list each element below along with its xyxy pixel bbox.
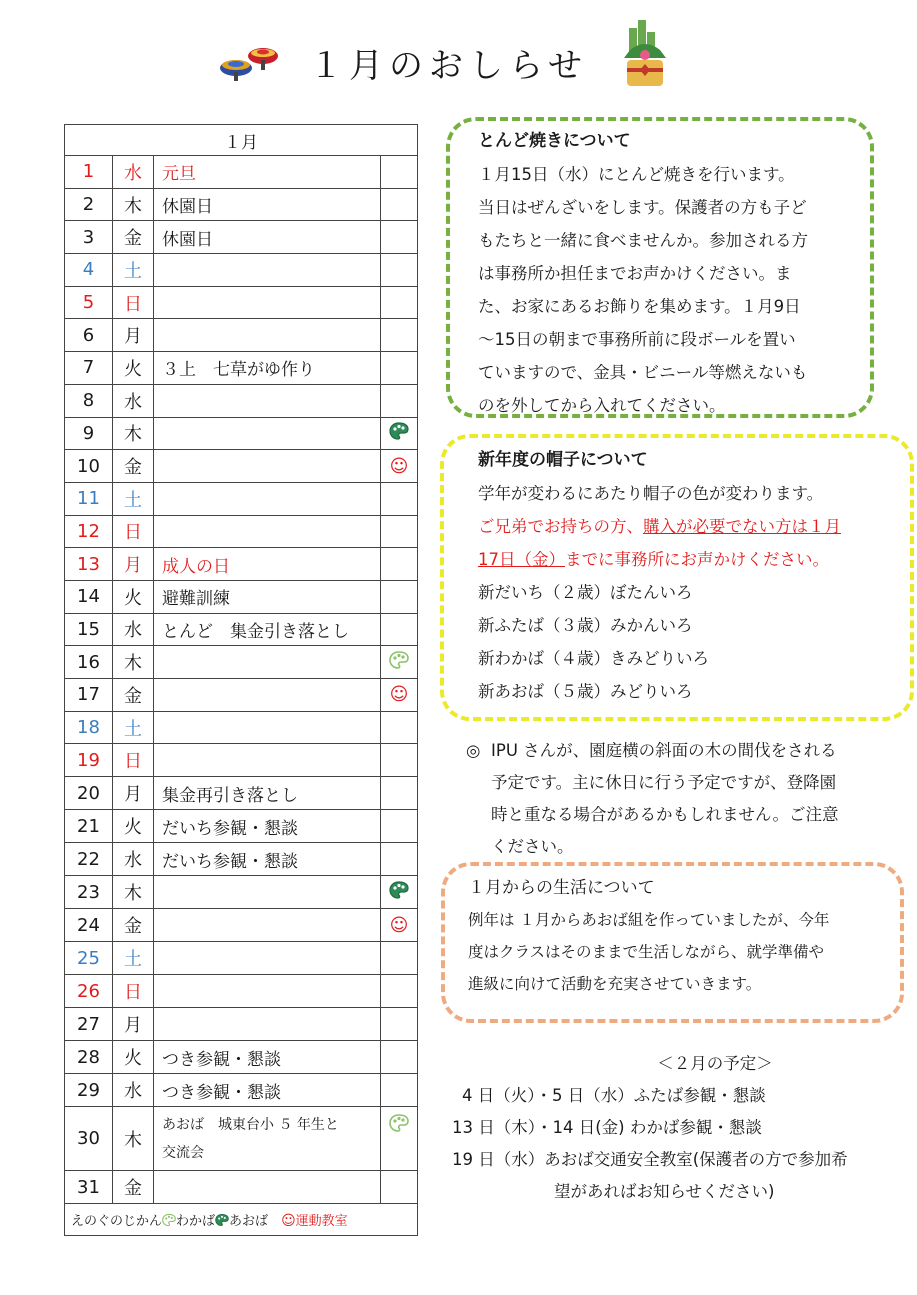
calendar-event (154, 450, 381, 483)
calendar-weekday: 月 (113, 1008, 154, 1041)
calendar-header: １月 (65, 125, 418, 156)
calendar-event (154, 679, 381, 712)
calendar-day-number: 5 (65, 286, 113, 319)
calendar-event (154, 482, 381, 515)
calendar-event: 集金再引き落とし (154, 777, 381, 810)
calendar-row (65, 646, 418, 679)
calendar-weekday: 木 (113, 417, 154, 450)
calendar-event (154, 876, 381, 909)
calendar-event: だいち参観・懇談 (154, 810, 381, 843)
tondo-line: た、お家にあるお飾りを集めます。１月9日 (478, 297, 801, 316)
calendar-event (154, 646, 381, 679)
hat-colors (478, 576, 898, 708)
feb-heading: ＜２月の予定＞ (657, 1054, 773, 1073)
calendar-icon-cell (381, 580, 418, 613)
smile-icon: ☺ (381, 679, 418, 712)
calendar-row (65, 580, 418, 613)
calendar-weekday: 土 (113, 482, 154, 515)
calendar-icon-cell (381, 156, 418, 189)
calendar-row (65, 156, 418, 189)
feb-line-1: 4 日（火）・5 日（水）ふたば参観・懇談 (462, 1086, 766, 1105)
calendar-event (154, 1171, 381, 1204)
tondo-line: のを外してから入れてください。 (478, 396, 726, 415)
calendar-row (65, 188, 418, 221)
calendar-event (154, 384, 381, 417)
calendar-icon-cell (381, 810, 418, 843)
calendar-weekday: 火 (113, 580, 154, 613)
life-heading: １月からの生活について (468, 878, 655, 898)
calendar-icon-cell (381, 613, 418, 646)
calendar-day-number: 2 (65, 188, 113, 221)
calendar-day-number: 19 (65, 744, 113, 777)
calendar-row (65, 975, 418, 1008)
calendar-weekday: 金 (113, 450, 154, 483)
calendar-row (65, 843, 418, 876)
calendar-day-number: 13 (65, 548, 113, 581)
calendar-row (65, 254, 418, 287)
calendar-weekday: 水 (113, 156, 154, 189)
tondo-heading: とんど焼きについて (478, 131, 631, 151)
calendar-row (65, 909, 418, 942)
calendar-event (154, 254, 381, 287)
ipu-line: 予定です。主に休日に行う予定ですが、登降園 (491, 773, 837, 792)
calendar-day-number: 15 (65, 613, 113, 646)
calendar-weekday: 金 (113, 221, 154, 254)
calendar-weekday: 土 (113, 254, 154, 287)
calendar-day-number: 21 (65, 810, 113, 843)
calendar-weekday: 水 (113, 1074, 154, 1107)
calendar-icon-cell (381, 843, 418, 876)
calendar-event: 休園日 (154, 221, 381, 254)
palette-dark-icon (381, 876, 418, 909)
calendar-event (154, 417, 381, 450)
calendar-event (154, 515, 381, 548)
calendar-event (154, 711, 381, 744)
calendar-weekday: 月 (113, 777, 154, 810)
calendar-day-number: 25 (65, 942, 113, 975)
hat-heading: 新年度の帽子について (478, 450, 648, 470)
calendar-row (65, 1008, 418, 1041)
calendar-weekday: 金 (113, 909, 154, 942)
palette-light-icon (162, 1213, 176, 1227)
calendar-row (65, 711, 418, 744)
tondo-line: １月15日（水）にとんど焼きを行います。 (478, 165, 795, 184)
calendar-day-number: 14 (65, 580, 113, 613)
calendar-row (65, 221, 418, 254)
kadomatsu-icon (620, 18, 670, 90)
calendar-row (65, 352, 418, 385)
hat-line1: 学年が変わるにあたり帽子の色が変わります。 (478, 484, 824, 503)
calendar-row (65, 1074, 418, 1107)
smile-icon: ☺ (281, 1213, 296, 1230)
calendar-event (154, 319, 381, 352)
tondo-line: は事務所か担任までお声かけください。ま (478, 264, 792, 283)
calendar-icon-cell (381, 777, 418, 810)
calendar-legend: えのぐのじかん わかば あおば ☺運動教室 (65, 1204, 418, 1236)
calendar-icon-cell (381, 548, 418, 581)
calendar-day-number: 4 (65, 254, 113, 287)
calendar-row (65, 613, 418, 646)
ipu-line: IPU さんが、園庭横の斜面の木の間伐をされる (491, 741, 837, 760)
calendar-icon-cell (381, 1171, 418, 1204)
calendar-event: つき参観・懇談 (154, 1041, 381, 1074)
tondo-line: ていますので、金具・ビニール等燃えないも (478, 363, 808, 382)
calendar-icon-cell (381, 384, 418, 417)
calendar-weekday: 金 (113, 679, 154, 712)
calendar-row (65, 482, 418, 515)
calendar-event: あおば 城東台小 ５ 年生と 交流会 (154, 1107, 381, 1171)
calendar-weekday: 水 (113, 843, 154, 876)
calendar-day-number: 18 (65, 711, 113, 744)
calendar-icon-cell (381, 319, 418, 352)
ipu-note (466, 735, 891, 863)
calendar-icon-cell (381, 482, 418, 515)
smile-icon: ☺ (381, 450, 418, 483)
calendar-event (154, 744, 381, 777)
life-section (468, 872, 898, 1000)
ipu-line: 時と重なる場合があるかもしれません。ご注意 (491, 805, 839, 824)
tondo-section (478, 125, 858, 422)
calendar-weekday: 土 (113, 711, 154, 744)
palette-dark-icon (381, 417, 418, 450)
calendar-row (65, 417, 418, 450)
calendar-row (65, 1171, 418, 1204)
calendar-row (65, 942, 418, 975)
calendar-day-number: 7 (65, 352, 113, 385)
calendar-row (65, 548, 418, 581)
calendar-row (65, 319, 418, 352)
calendar-day-number: 12 (65, 515, 113, 548)
calendar-row (65, 1107, 418, 1171)
life-line: 例年は １月からあおば組を作っていましたが、今年 (468, 911, 830, 929)
calendar-day-number: 10 (65, 450, 113, 483)
calendar-event (154, 942, 381, 975)
calendar-icon-cell (381, 1074, 418, 1107)
calendar-icon-cell (381, 352, 418, 385)
calendar-day-number: 6 (65, 319, 113, 352)
calendar-weekday: 木 (113, 1107, 154, 1171)
palette-dark-icon (215, 1213, 229, 1227)
feb-line-3: 19 日（水）あおば交通安全教室(保護者の方で参加希 (452, 1150, 848, 1169)
calendar-weekday: 月 (113, 319, 154, 352)
calendar-event (154, 1008, 381, 1041)
calendar-weekday: 木 (113, 876, 154, 909)
calendar-row (65, 876, 418, 909)
calendar-row (65, 777, 418, 810)
palette-light-icon (381, 1107, 418, 1171)
calendar-weekday: 火 (113, 810, 154, 843)
calendar-day-number: 28 (65, 1041, 113, 1074)
ipu-mark: ◎ (466, 741, 481, 760)
calendar-day-number: 9 (65, 417, 113, 450)
hat-color-line: 新わかば（４歳）きみどりいろ (478, 649, 709, 668)
calendar-day-number: 24 (65, 909, 113, 942)
calendar-day-number: 20 (65, 777, 113, 810)
hat-color-line: 新だいち（２歳）ぼたんいろ (478, 583, 693, 602)
calendar-day-number: 31 (65, 1171, 113, 1204)
calendar-day-number: 23 (65, 876, 113, 909)
calendar-weekday: 日 (113, 286, 154, 319)
calendar-row (65, 810, 418, 843)
calendar-icon-cell (381, 975, 418, 1008)
calendar-weekday: 木 (113, 646, 154, 679)
calendar-day-number: 29 (65, 1074, 113, 1107)
calendar-body (65, 156, 418, 1204)
page-title: １月のおしらせ (309, 46, 588, 86)
calendar-row (65, 384, 418, 417)
calendar-weekday: 金 (113, 1171, 154, 1204)
calendar-icon-cell (381, 744, 418, 777)
calendar-event: 元旦 (154, 156, 381, 189)
calendar-day-number: 3 (65, 221, 113, 254)
calendar-weekday: 日 (113, 515, 154, 548)
calendar-weekday: 水 (113, 613, 154, 646)
calendar-day-number: 16 (65, 646, 113, 679)
calendar-row (65, 1041, 418, 1074)
calendar-icon-cell (381, 711, 418, 744)
calendar-icon-cell (381, 1041, 418, 1074)
calendar-icon-cell (381, 515, 418, 548)
calendar-weekday: 火 (113, 352, 154, 385)
tondo-line: 当日はぜんざいをします。保護者の方も子ど (478, 198, 807, 217)
calendar-day-number: 27 (65, 1008, 113, 1041)
ipu-line: ください。 (491, 837, 574, 856)
palette-light-icon (381, 646, 418, 679)
calendar-icon-cell (381, 942, 418, 975)
calendar-event: つき参観・懇談 (154, 1074, 381, 1107)
calendar-row (65, 286, 418, 319)
calendar-event (154, 975, 381, 1008)
calendar-icon-cell (381, 1008, 418, 1041)
calendar-event: 避難訓練 (154, 580, 381, 613)
calendar-day-number: 30 (65, 1107, 113, 1171)
calendar-event (154, 909, 381, 942)
calendar-table (64, 124, 418, 1236)
hat-color-line: 新ふたば（３歳）みかんいろ (478, 616, 693, 635)
life-line: 進級に向けて活動を充実させていきます。 (468, 975, 762, 993)
calendar-event: とんど 集金引き落とし (154, 613, 381, 646)
calendar-icon-cell (381, 254, 418, 287)
feb-line-4: 望があればお知らせください) (554, 1182, 775, 1201)
calendar-icon-cell (381, 286, 418, 319)
feb-schedule (440, 1048, 910, 1208)
calendar-row (65, 515, 418, 548)
calendar-weekday: 日 (113, 975, 154, 1008)
calendar-icon-cell (381, 221, 418, 254)
calendar-weekday: 日 (113, 744, 154, 777)
calendar-weekday: 火 (113, 1041, 154, 1074)
calendar-event (154, 286, 381, 319)
calendar-weekday: 木 (113, 188, 154, 221)
hat-color-line: 新あおば（５歳）みどりいろ (478, 682, 693, 701)
tondo-text (478, 158, 858, 422)
calendar-weekday: 土 (113, 942, 154, 975)
calendar-day-number: 26 (65, 975, 113, 1008)
calendar-row (65, 679, 418, 712)
calendar-day-number: 11 (65, 482, 113, 515)
hat-section: 新年度の帽子について 学年が変わるにあたり帽子の色が変わります。 ご兄弟でお持ちの方、購入が必要でない方は１月 17日（金）までに事務所にお声かけください。 新だいち（２歳）ぼたんいろ 新ふたば（３歳）みかんいろ 新わかば（４歳）きみどりいろ 新あおば（５歳）みどりいろ (478, 444, 898, 708)
calendar-icon-cell (381, 188, 418, 221)
calendar-event: 成人の日 (154, 548, 381, 581)
calendar-event: だいち参観・懇談 (154, 843, 381, 876)
calendar-day-number: 22 (65, 843, 113, 876)
calendar-event: 休園日 (154, 188, 381, 221)
tondo-line: もたちと一緒に食べませんか。参加される方 (478, 231, 808, 250)
calendar-day-number: 8 (65, 384, 113, 417)
calendar-day-number: 17 (65, 679, 113, 712)
tondo-line: ～15日の朝まで事務所前に段ボールを置い (478, 330, 796, 349)
calendar-weekday: 水 (113, 384, 154, 417)
feb-line-2: 13 日（木）・14 日(金) わかば参観・懇談 (452, 1118, 762, 1137)
calendar-event: ３上 七草がゆ作り (154, 352, 381, 385)
calendar-weekday: 月 (113, 548, 154, 581)
smile-icon: ☺ (381, 909, 418, 942)
calendar-row (65, 744, 418, 777)
calendar-day-number: 1 (65, 156, 113, 189)
life-line: 度はクラスはそのままで生活しながら、就学準備や (468, 943, 825, 961)
calendar-row (65, 450, 418, 483)
